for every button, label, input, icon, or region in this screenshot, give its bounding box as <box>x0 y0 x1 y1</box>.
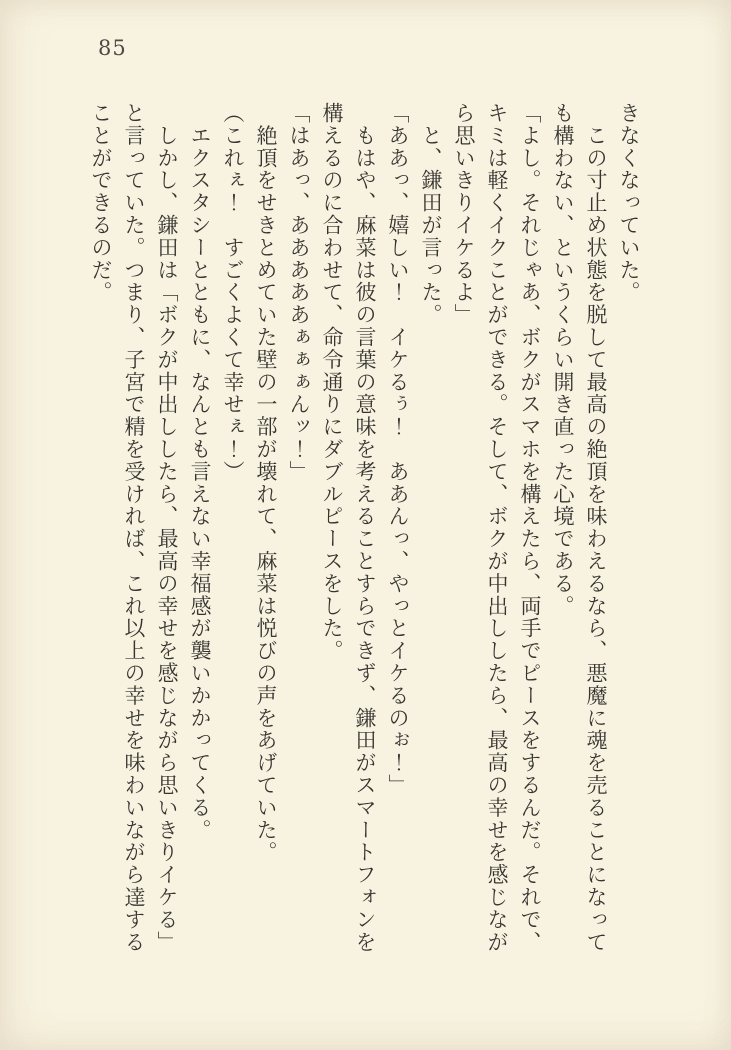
paragraph: エクスタシーとともに、なんとも言えない幸福感が襲いかかってくる。 <box>188 102 212 842</box>
paragraph: 「よし。それじゃあ、ボクがスマホを構えたら、両手でピースをするんだ。それで、キミは軽くイクことができる。そして、ボクが中出ししたら、最高の幸せを感じながら思いきりイケるよ」 <box>452 102 542 954</box>
paragraph: きなくなっていた。 <box>617 102 641 304</box>
body-text <box>84 102 645 956</box>
paragraph: 「ああっ、嬉しい！ イケるぅ！ ああんっ、やっとイケるのぉ！」 <box>386 102 410 797</box>
page-number: 85 <box>98 36 127 60</box>
paragraph: しかし、鎌田は「ボクが中出ししたら、最高の幸せを感じながら思いきりイケる」と言っていた。つまり、子宮で精を受ければ、これ以上の幸せを味わいながら達することができるのだ。 <box>89 102 179 954</box>
paragraph: 「はあっ、あああああぁぁぁんッ！」 <box>287 102 311 483</box>
paragraph: 絶頂をせきとめていた壁の一部が壊れて、麻菜は悦びの声をあげていた。 <box>254 102 278 864</box>
paragraph: もはや、麻菜は彼の言葉の意味を考えることすらできず、鎌田がスマートフォンを構えるのに合わせて、命令通りにダブルピースをした。 <box>320 102 377 954</box>
paragraph: （これぇ！ すごくよくて幸せぇ！） <box>221 102 245 483</box>
paragraph: この寸止め状態を脱して最高の絶頂を味わえるなら、悪魔に魂を売ることになっても構わない、というくらい開き直った心境である。 <box>551 102 608 954</box>
paragraph: と、鎌田が言った。 <box>419 102 443 326</box>
